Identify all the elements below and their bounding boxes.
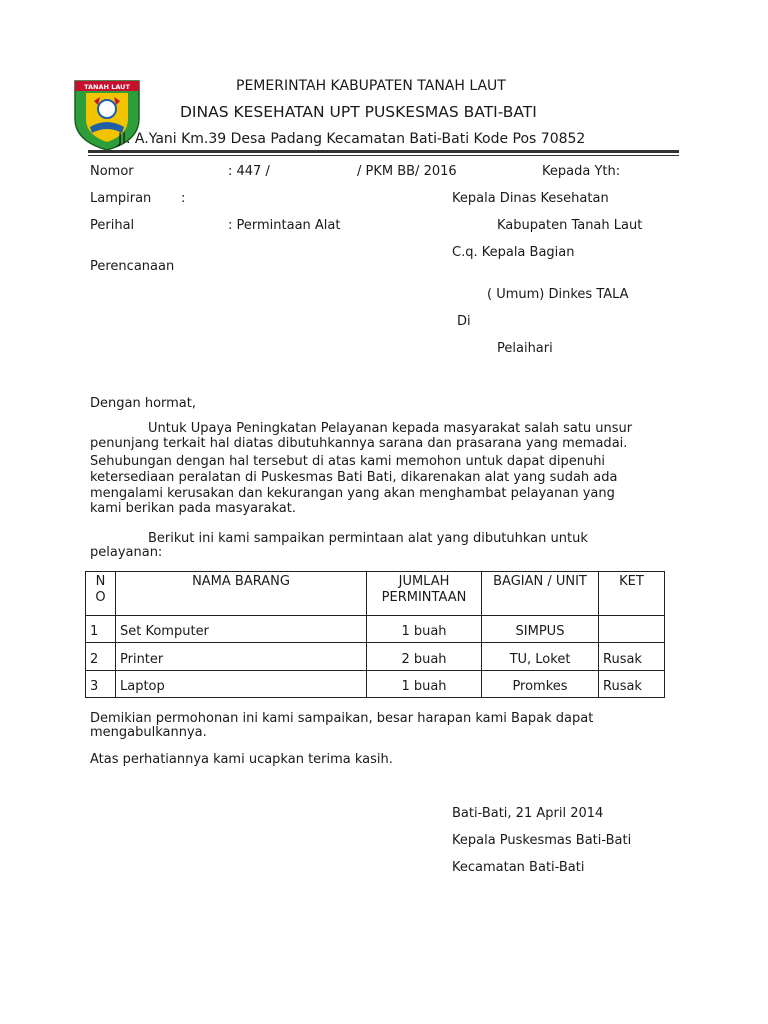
svg-text:TANAH LAUT: TANAH LAUT: [84, 83, 130, 91]
para1-line-5: mengalami kerusakan dan kekurangan yang akan menghambat pelayanan yang: [90, 486, 615, 501]
signature-place-date: Bati-Bati, 21 April 2014: [452, 806, 604, 821]
nomor-label: Nomor: [90, 164, 134, 179]
header-no: [86, 572, 116, 616]
letterhead-government: PEMERINTAH KABUPATEN TANAH LAUT: [236, 78, 506, 94]
header-no-line1: N: [95, 574, 106, 589]
lampiran-value: :: [181, 191, 186, 206]
cell-nama: Set Komputer: [116, 616, 367, 643]
recipient-line-3: C.q. Kepala Bagian: [452, 245, 575, 260]
header-jumlah-line2: PERMINTAAN: [381, 590, 467, 605]
para2-line-1: Berikut ini kami sampaikan permintaan alat yang dibutuhkan untuk: [148, 531, 588, 546]
nomor-value: : 447 /: [228, 164, 270, 179]
recipient-line-1: Kepala Dinas Kesehatan: [452, 191, 609, 206]
perihal-label: Perihal: [90, 218, 135, 233]
para1-line-1: Untuk Upaya Peningkatan Pelayanan kepada masyarakat salah satu unsur: [148, 421, 633, 436]
cell-no: 3: [86, 671, 116, 698]
cell-bagian: SIMPUS: [482, 616, 599, 643]
recipient-line-2: Kabupaten Tanah Laut: [497, 218, 643, 233]
table-row: [86, 671, 665, 698]
header-no-line2: O: [95, 590, 106, 605]
kepada-label: Kepada Yth:: [542, 164, 621, 179]
cell-bagian: Promkes: [482, 671, 599, 698]
cell-ket: Rusak: [599, 643, 665, 671]
recipient-line-5: Di: [457, 314, 471, 329]
closing1-line-2: mengabulkannya.: [90, 725, 207, 740]
letterhead-address: Jl. A.Yani Km.39 Desa Padang Kecamatan Bati-Bati Kode Pos 70852: [118, 131, 586, 147]
closing1-line-1: Demikian permohonan ini kami sampaikan, besar harapan kami Bapak dapat: [90, 711, 594, 726]
request-table: [85, 571, 665, 698]
header-jumlah-line1: JUMLAH: [398, 574, 450, 589]
cell-no: 1: [86, 616, 116, 643]
cell-no: 2: [86, 643, 116, 671]
header-bagian: BAGIAN / UNIT: [482, 572, 599, 616]
cell-jumlah: 1 buah: [367, 616, 482, 643]
cell-ket: Rusak: [599, 671, 665, 698]
para1-line-2: penunjang terkait hal diatas dibutuhkannya sarana dan prasarana yang memadai.: [90, 436, 628, 451]
header-nama: NAMA BARANG: [116, 572, 367, 616]
cell-jumlah: 1 buah: [367, 671, 482, 698]
header-ket: KET: [599, 572, 665, 616]
para1-line-6: kami berikan pada masyarakat.: [90, 501, 296, 516]
header-jumlah: [367, 572, 482, 616]
recipient-line-6: Pelaihari: [497, 341, 553, 356]
para1-line-3: Sehubungan dengan hal tersebut di atas kami memohon untuk dapat dipenuhi: [90, 454, 606, 469]
table-row: [86, 616, 665, 643]
signature-title-1: Kepala Puskesmas Bati-Bati: [452, 833, 632, 848]
table-header-row: [86, 572, 665, 616]
letterhead-rule-thin: [88, 155, 679, 156]
recipient-line-4: ( Umum) Dinkes TALA: [487, 287, 629, 302]
para1-line-4: ketersediaan peralatan di Puskesmas Bati Bati, dikarenakan alat yang sudah ada: [90, 470, 618, 485]
table-row: [86, 643, 665, 671]
nomor-suffix: / PKM BB/ 2016: [357, 164, 457, 179]
cell-bagian: TU, Loket: [482, 643, 599, 671]
perihal-value: : Permintaan Alat: [228, 218, 341, 233]
greeting: Dengan hormat,: [90, 396, 197, 411]
lampiran-label: Lampiran: [90, 191, 152, 206]
letterhead-agency: DINAS KESEHATAN UPT PUSKESMAS BATI-BATI: [180, 103, 537, 121]
cell-nama: Printer: [116, 643, 367, 671]
para2-line-2: pelayanan:: [90, 545, 163, 560]
recipient-line-3b: Perencanaan: [90, 259, 175, 274]
cell-ket: [599, 616, 665, 643]
letterhead-rule-thick: [88, 150, 679, 153]
signature-title-2: Kecamatan Bati-Bati: [452, 860, 585, 875]
cell-jumlah: 2 buah: [367, 643, 482, 671]
cell-nama: Laptop: [116, 671, 367, 698]
closing2: Atas perhatiannya kami ucapkan terima kasih.: [90, 752, 393, 767]
